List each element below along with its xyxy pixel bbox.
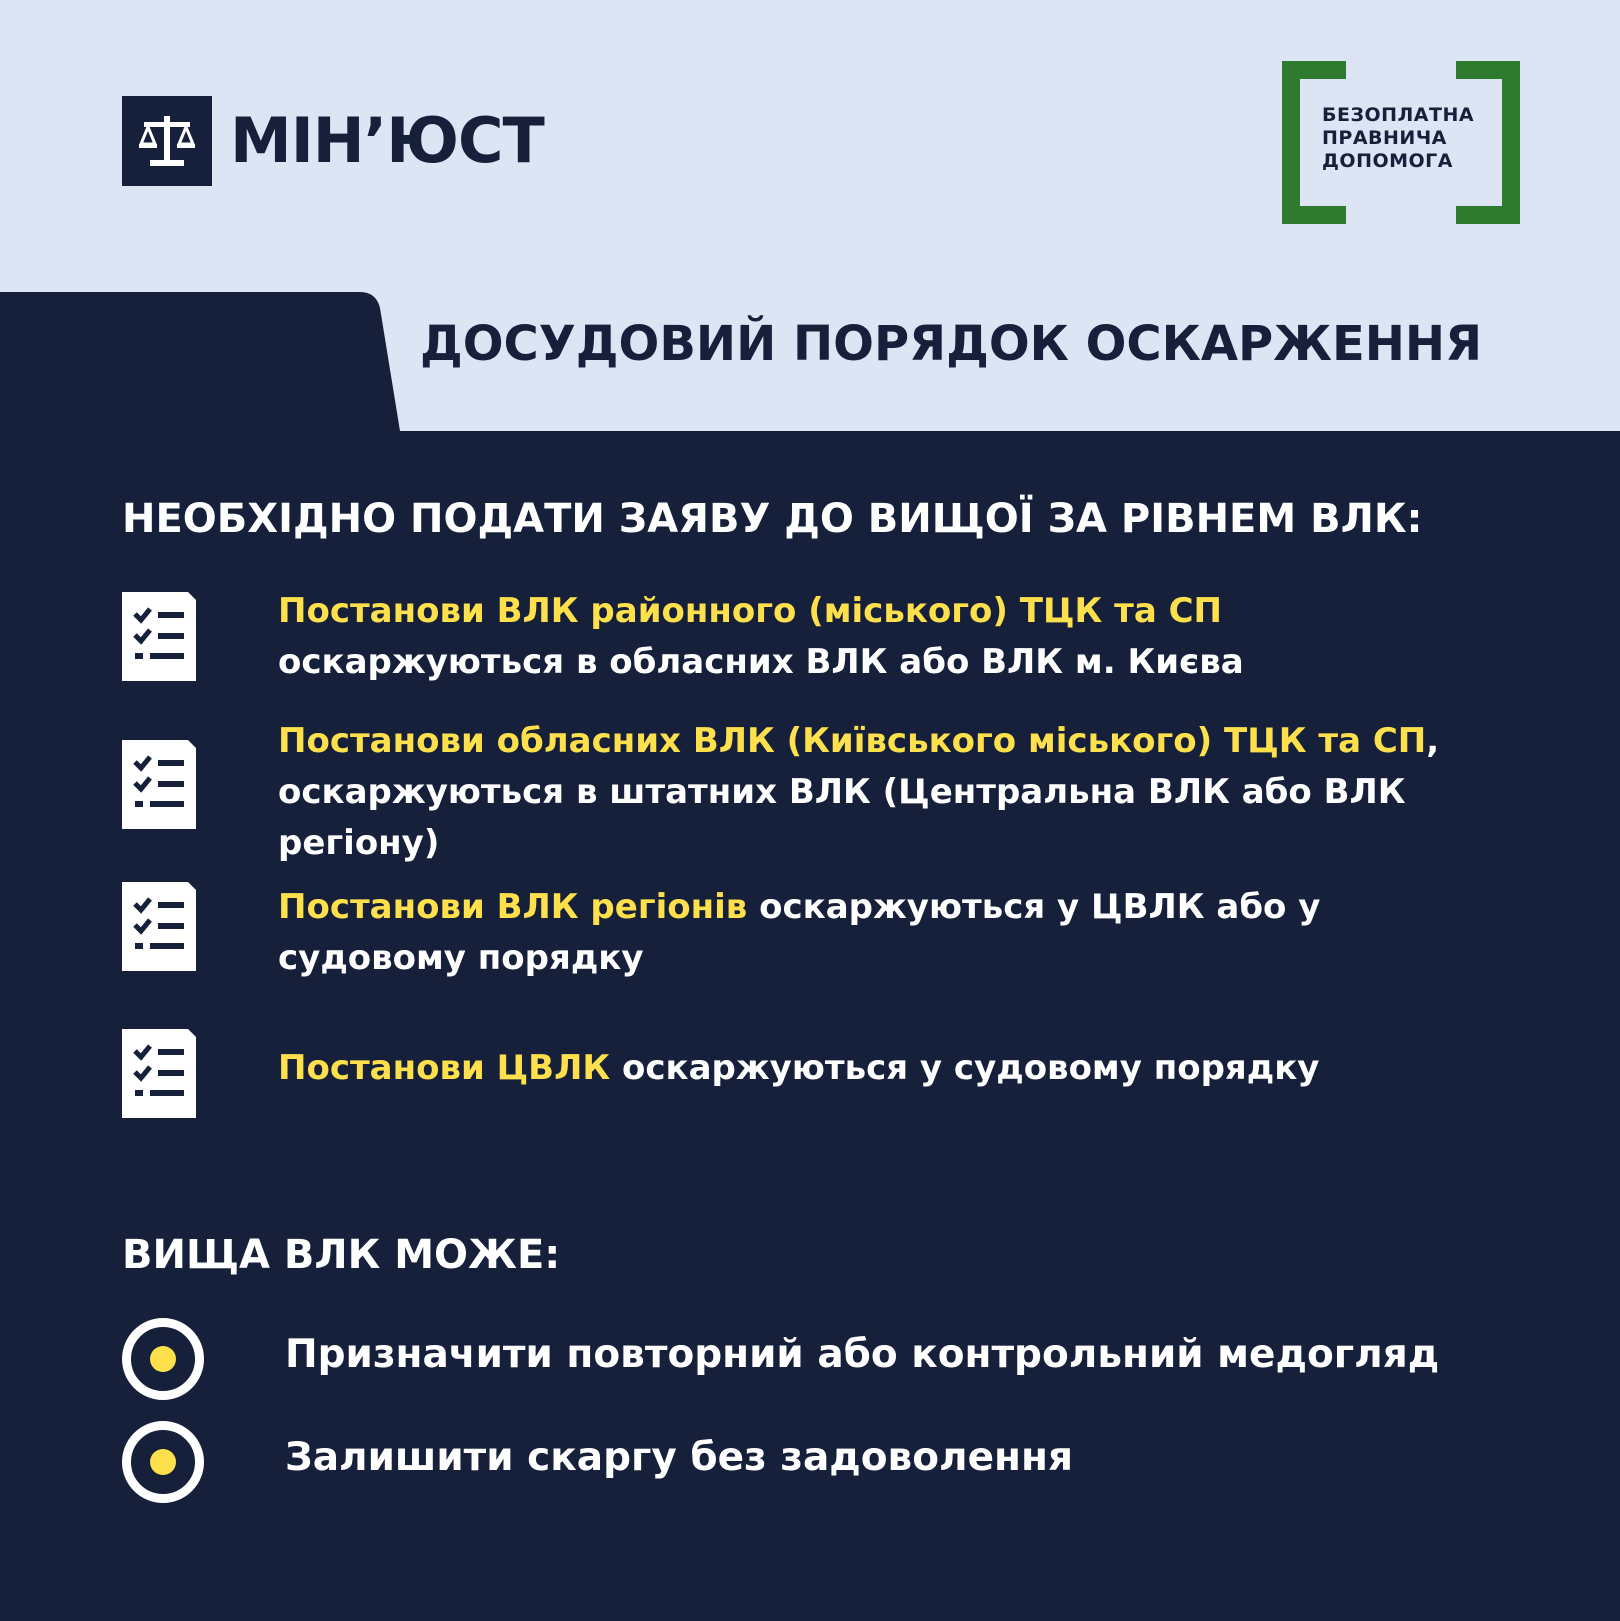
list-item-highlight: Постанови ВЛК районного (міського) ТЦК та СП [278,591,1223,631]
list-item-highlight: Постанови ЦВЛК [278,1048,611,1088]
section-heading-appeal: НЕОБХІДНО ПОДАТИ ЗАЯВУ ДО ВИЩОЇ ЗА РІВНЕМ ВЛК: [122,496,1423,542]
list-item [122,1421,1522,1503]
bullet-ring-icon [122,1318,204,1400]
list-item [122,1318,1522,1400]
free-legal-aid-logo [1282,61,1520,224]
list-item-rest: оскаржуються у ЦВЛК або у судовому порядку [278,887,1321,978]
checklist-document-icon [122,592,196,681]
ministry-of-justice-logo [122,96,544,186]
checklist-document-icon [122,1029,196,1118]
bullet-dot [150,1449,176,1475]
checklist-document-icon [122,740,196,829]
ministry-logo-text: МІН’ЮСТ [230,104,544,177]
list-item-rest: оскаржуються в обласних ВЛК або ВЛК м. Києва [278,642,1244,682]
list-item-text [278,716,1508,869]
list-item-rest: оскаржуються у судовому порядку [610,1048,1320,1088]
list-item-highlight: Постанови обласних ВЛК (Київського міського) ТЦК та СП [278,721,1427,761]
list-item-text: Призначити повторний або контрольний медогляд [285,1332,1440,1377]
list-item-text [278,586,1508,688]
legal-aid-logo-line: ПРАВНИЧА [1322,127,1447,149]
scales-emblem-icon [122,96,212,186]
list-item-text [278,882,1508,984]
checklist-document-icon [122,882,196,971]
section-heading-powers: ВИЩА ВЛК МОЖЕ: [122,1232,561,1278]
legal-aid-logo-line: ДОПОМОГА [1322,150,1453,172]
list-item-text [278,1043,1508,1094]
legal-aid-logo-line: БЕЗОПЛАТНА [1322,104,1475,126]
list-item-rest: , оскаржуються в штатних ВЛК (Центральна ВЛК або ВЛК регіону) [278,721,1440,863]
bullet-dot [150,1346,176,1372]
list-item-highlight: Постанови ВЛК регіонів [278,887,748,927]
bullet-ring-icon [122,1421,204,1503]
page-title: ДОСУДОВИЙ ПОРЯДОК ОСКАРЖЕННЯ [420,316,1483,372]
legal-aid-logo-text [1322,104,1502,173]
list-item-text: Залишити скаргу без задоволення [285,1435,1073,1480]
